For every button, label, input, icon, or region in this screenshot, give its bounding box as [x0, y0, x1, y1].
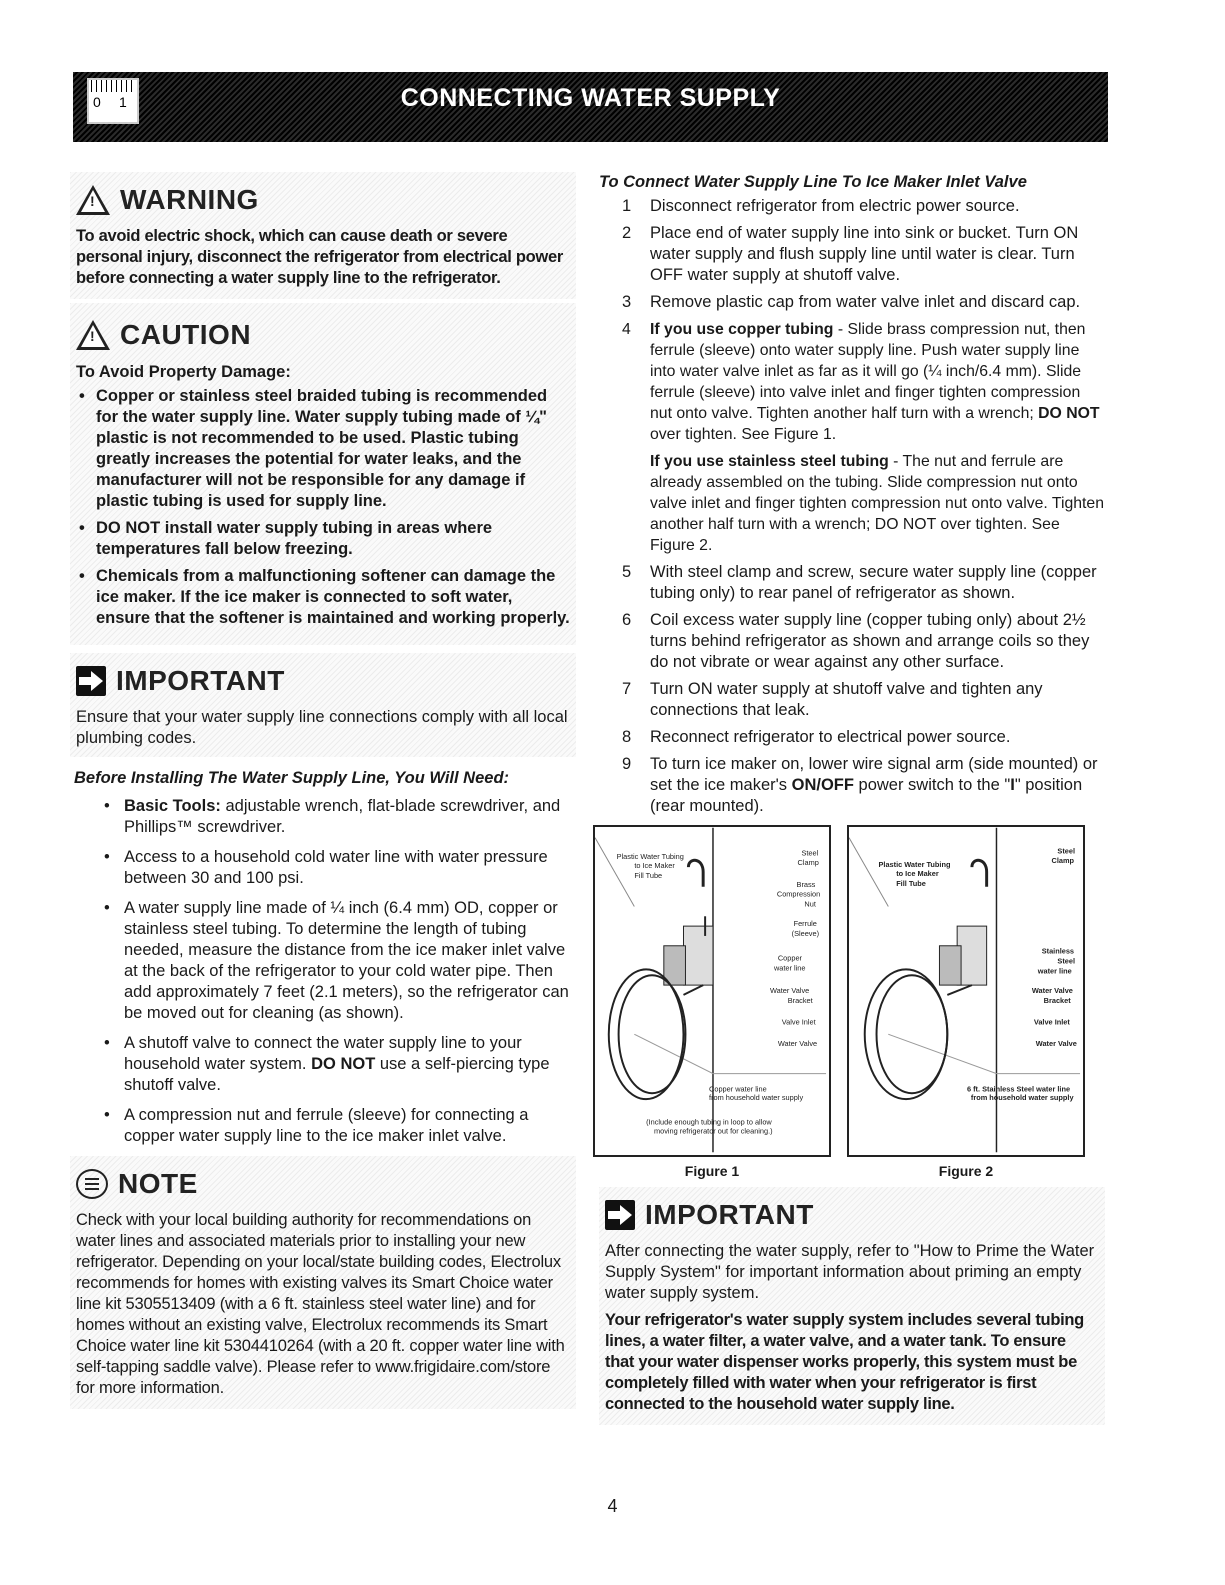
svg-text:to Ice Maker: to Ice Maker [896, 868, 939, 878]
svg-text:6 ft. Stainless Steel water li: 6 ft. Stainless Steel water line [966, 1084, 1071, 1094]
list-item: • A compression nut and ferrule (sleeve) for connecting a copper water supply line to the ice maker inlet valve. [104, 1105, 576, 1147]
svg-text:Clamp: Clamp [1051, 856, 1075, 866]
list-item: • A water supply line made of ¼ inch (6.4 mm) OD, copper or stainless steel tubing. To determine the length of tubing needed, measure the distance from the ice maker inlet valve at the back of the refrigerator to your cold water pipe. Then add approximately 7 feet (2.1 meters), so the refrigerator can be moved out for cleaning (as shown). [104, 898, 576, 1024]
svg-text:to Ice Maker: to Ice Maker [634, 861, 675, 871]
svg-text:Water Valve: Water Valve [770, 985, 810, 995]
arrow-icon [76, 666, 106, 696]
svg-text:Water Valve: Water Valve [777, 1039, 818, 1049]
banner-title: CONNECTING WATER SUPPLY [400, 84, 781, 112]
note-box [70, 1156, 576, 1409]
note-icon [76, 1169, 108, 1199]
figure-1-diagram [593, 825, 831, 1157]
warning-text: To avoid electric shock, which can cause death or severe personal injury, disconnect the refrigerator from electrical power before connecting a water supply line to the refrigerator. [76, 227, 563, 287]
step-item: 4 If you use copper tubing - Slide brass compression nut, then ferrule (sleeve) onto water supply line. Push water supply line into water valve inlet as far as it will go (¼ inch/6.4 mm). Slide ferrule (sleeve) into valve inlet and finger tighten compression nut onto valve. Tighten another half turn with a wrench; DO NOT over tighten. See Figure 1. If you use stainless steel tubing - The nut and ferrule are already assembled on the tubing. Slide compression nut onto valve inlet and finger tighten compression nut onto valve. Tighten another half turn with a wrench; DO NOT over tighten. See Figure 2. [622, 321, 1104, 554]
svg-text:Ferrule: Ferrule [793, 919, 817, 929]
svg-text:Bracket: Bracket [787, 995, 813, 1005]
important-box [70, 653, 576, 757]
svg-text:Copper water line: Copper water line [709, 1084, 767, 1094]
step-item: 9 To turn ice maker on, lower wire signal arm (side mounted) or set the ice maker's ON/OFF power switch to the "I" position (rear mounted). [622, 755, 1098, 815]
svg-text:Steel: Steel [1057, 956, 1076, 966]
figure-2-caption: Figure 2 [938, 1163, 994, 1179]
list-item: • Basic Tools: adjustable wrench, flat-blade screwdriver, and Phillips™ screwdriver. [104, 796, 576, 838]
needs-list [76, 796, 576, 1147]
warning-triangle-icon: ! [76, 185, 110, 215]
figure-2 [847, 825, 1085, 1179]
svg-text:Valve Inlet: Valve Inlet [781, 1017, 816, 1027]
page-number: 4 [607, 1496, 618, 1516]
caution-box [70, 303, 576, 645]
important-box-2 [599, 1187, 1105, 1425]
svg-text:Stainless: Stainless [1041, 946, 1075, 956]
left-column [76, 172, 576, 1409]
arrow-icon [605, 1200, 635, 1230]
svg-text:from household water supply: from household water supply [970, 1093, 1074, 1103]
needs-heading: Before Installing The Water Supply Line, You Will Need: [74, 769, 510, 787]
ruler-icon: 0 1 [87, 78, 139, 124]
section-banner [73, 72, 1108, 142]
svg-text:Plastic Water Tubing: Plastic Water Tubing [616, 852, 684, 862]
list-item: • DO NOT install water supply tubing in areas where temperatures fall below freezing. [76, 518, 570, 560]
svg-text:Plastic Water Tubing: Plastic Water Tubing [878, 860, 951, 870]
important-text-2: After connecting the water supply, refer to "How to Prime the Water Supply System" for important information about priming an empty water supply system. [605, 1242, 1095, 1302]
note-text: Check with your local building authority for recommendations on water lines and associated materials prior to installing your new refrigerator. Depending on your local/state building codes, Electrolux recommends for homes with existing valves its Smart Choice water line kit 5305513409 (with a 6 ft. stainless steel water line) and for homes without an existing valve, Electrolux recommends its Smart Choice water line kit 5304410264 (with a 20 ft. copper water line with self-tapping saddle valve). Please refer to www.frigidaire.com/store for more information. [76, 1211, 565, 1397]
right-column [599, 173, 1105, 1425]
svg-text:water line: water line [1037, 966, 1072, 976]
important-bold-text-2: Your refrigerator's water supply system includes several tubing lines, a water filter, a water valve, and a water tank. To ensure that your water dispenser works properly, this system must be completely filled with water when your refrigerator is first connected to the household water supply line. [605, 1311, 1084, 1413]
svg-text:Water Valve: Water Valve [1031, 985, 1073, 995]
svg-text:Fill Tube: Fill Tube [896, 878, 926, 888]
step-item: 7 Turn ON water supply at shutoff valve and tighten any connections that leak. [622, 680, 1043, 719]
svg-text:Valve Inlet: Valve Inlet [1033, 1017, 1070, 1027]
figure-1-caption: Figure 1 [684, 1163, 740, 1179]
caution-title: CAUTION [120, 319, 252, 350]
svg-text:Bracket: Bracket [1043, 995, 1071, 1005]
warning-box [70, 172, 576, 299]
warning-title: WARNING [120, 184, 259, 215]
svg-text:Brass: Brass [796, 879, 816, 889]
list-item: • Copper or stainless steel braided tubing is recommended for the water supply line. Water supply tubing made of ¼" plastic is not recommended to be used. Plastic tubing greatly increases the potential for water leaks, and the manufacturer will not be responsible for any damage if plastic tubing is used for supply line. [76, 386, 570, 512]
step-item: 5 With steel clamp and screw, secure water supply line (copper tubing only) to rear panel of refrigerator as shown. [622, 563, 1097, 602]
svg-text:(Include enough tubing in loop: (Include enough tubing in loop to allow [646, 1117, 772, 1127]
step-item: 1 Disconnect refrigerator from electric power source. [622, 197, 1020, 215]
svg-text:Steel: Steel [1057, 846, 1076, 856]
list-item: • Chemicals from a malfunctioning softener can damage the ice maker. If the ice maker is connected to soft water, ensure that the softener is maintained and working properly. [76, 566, 570, 629]
svg-text:Compression: Compression [776, 889, 821, 899]
svg-text:moving refrigerator out for cl: moving refrigerator out for cleaning.) [653, 1126, 773, 1136]
important-title: IMPORTANT [116, 665, 285, 696]
step-item: 2 Place end of water supply line into sink or bucket. Turn ON water supply and flush supply line until water is clear. Turn OFF water supply at shutoff valve. [622, 224, 1079, 284]
svg-text:Steel: Steel [801, 848, 819, 858]
figure-2-diagram [847, 825, 1085, 1157]
note-title: NOTE [118, 1168, 198, 1199]
caution-triangle-icon: ! [76, 320, 110, 350]
figure-1 [593, 825, 831, 1179]
caution-subtitle: To Avoid Property Damage: [76, 363, 291, 381]
svg-text:(Sleeve): (Sleeve) [791, 928, 820, 938]
figures-row [593, 825, 1105, 1179]
steps-list [605, 196, 1105, 817]
step-item: 6 Coil excess water supply line (copper tubing only) about 2½ turns behind refrigerator as shown and arrange coils so they do not vibrate or wear against any other surface. [622, 611, 1090, 671]
important-title-2: IMPORTANT [645, 1199, 814, 1230]
connect-heading: To Connect Water Supply Line To Ice Maker Inlet Valve [599, 173, 1027, 191]
list-item: • Access to a household cold water line with water pressure between 30 and 100 psi. [104, 847, 576, 889]
step-item: 3 Remove plastic cap from water valve inlet and discard cap. [622, 293, 1081, 311]
svg-text:from household water supply: from household water supply [709, 1093, 804, 1103]
important-text: Ensure that your water supply line connections comply with all local plumbing codes. [76, 708, 568, 747]
svg-text:Clamp: Clamp [797, 858, 819, 868]
list-item: • A shutoff valve to connect the water supply line to your household water system. DO NOT use a self-piercing type shutoff valve. [104, 1033, 576, 1096]
caution-list [76, 386, 570, 629]
svg-text:Water Valve: Water Valve [1035, 1039, 1077, 1049]
svg-text:water line: water line [773, 963, 806, 973]
step-item: 8 Reconnect refrigerator to electrical power source. [622, 728, 1011, 746]
svg-text:Copper: Copper [777, 953, 803, 963]
svg-text:Fill Tube: Fill Tube [634, 870, 663, 880]
svg-text:Nut: Nut [804, 899, 816, 909]
